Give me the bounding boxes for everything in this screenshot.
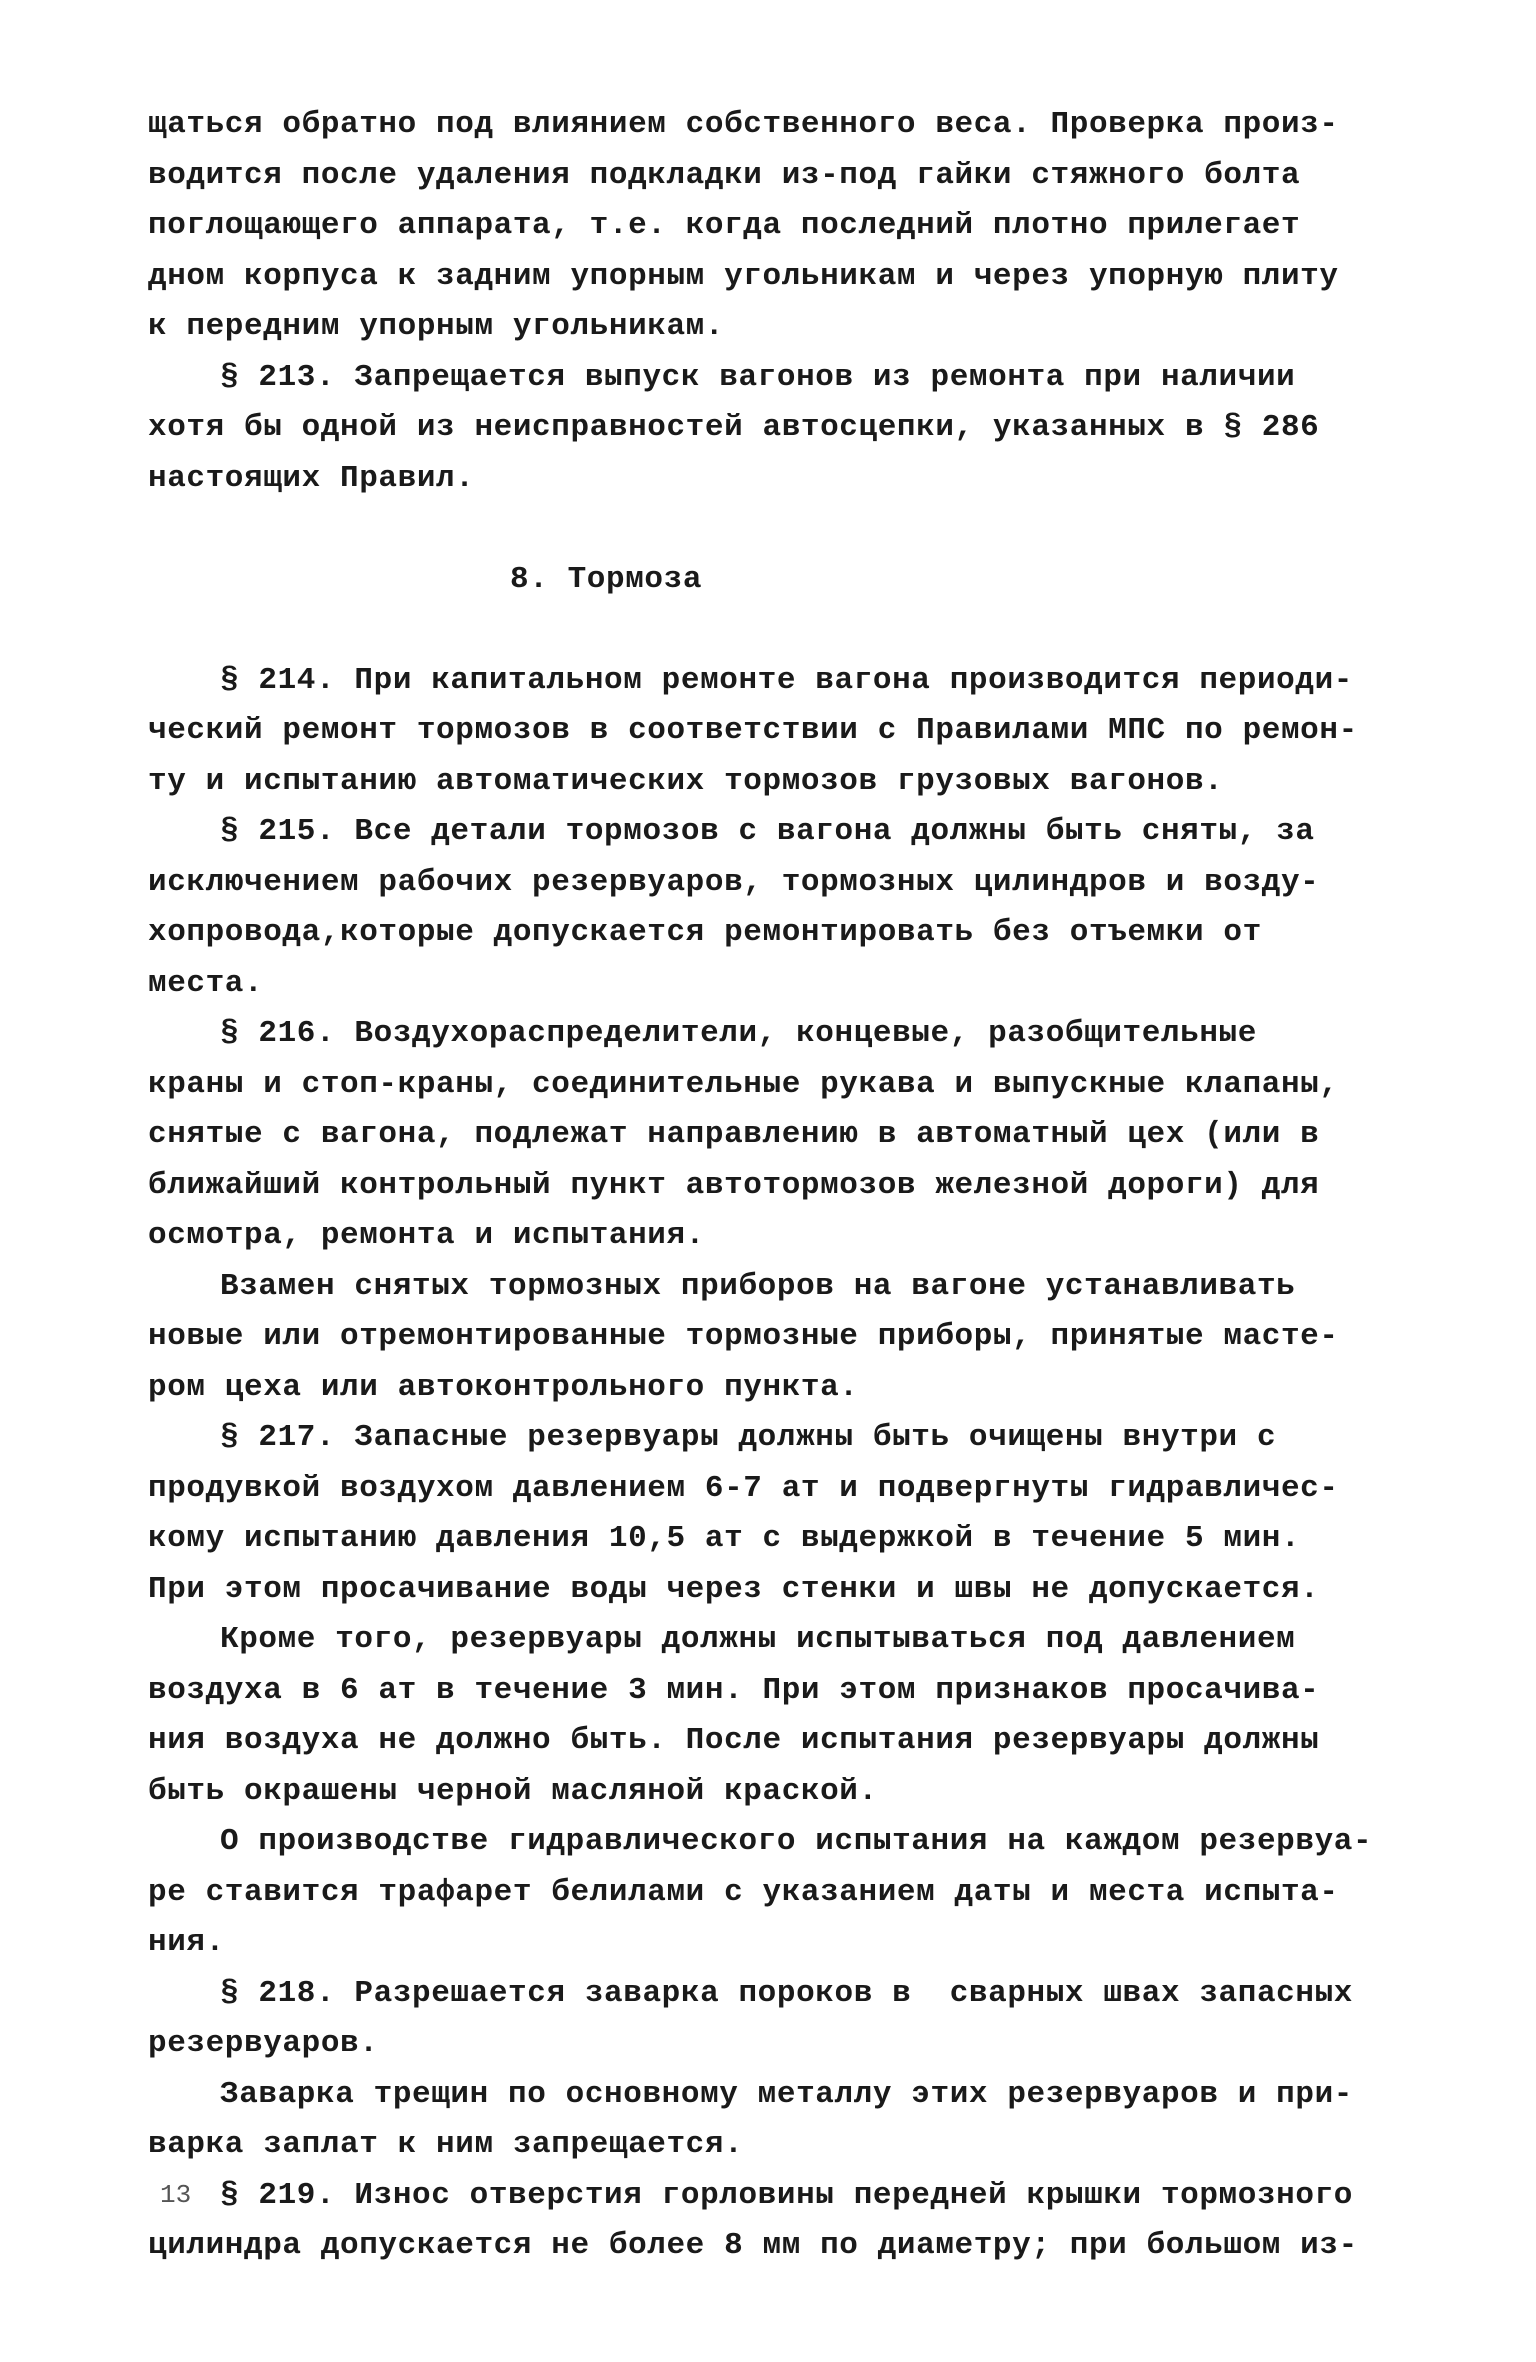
text-line: хотя бы одной из неисправностей автосцепки, указанных в § 286: [148, 410, 1320, 445]
text-line: резервуаров.: [148, 2026, 379, 2061]
text-line: § 214. При капитальном ремонте вагона производится периоди-: [220, 662, 1353, 698]
text-line: к передним упорным угольникам.: [148, 309, 725, 344]
text-line: § 215. Все детали тормозов с вагона должны быть сняты, за: [220, 814, 1315, 849]
text-line: ту и испытанию автоматических тормозов грузовых вагонов.: [148, 763, 1224, 799]
spacer: [148, 605, 1408, 656]
text-line: краны и стоп-краны, соединительные рукава и выпускные клапаны,: [148, 1066, 1339, 1102]
text-block-2: [148, 656, 1408, 2272]
text-line: настоящих Правил.: [148, 460, 475, 496]
text-line: щаться обратно под влиянием собственного веса. Проверка произ-: [148, 107, 1339, 142]
text-line: Заварка трещин по основному металлу этих резервуаров и при-: [220, 2076, 1353, 2112]
text-line: § 218. Разрешается заварка пороков в сварных швах запасных: [220, 1975, 1353, 2011]
text-line: О производстве гидравлического испытания на каждом резервуа-: [220, 1824, 1373, 1859]
text-line: § 216. Воздухораспределители, концевые, разобщительные: [220, 1016, 1257, 1051]
text-line: хопровода,которые допускается ремонтировать без отъемки от: [148, 915, 1262, 950]
text-line: ния.: [148, 1925, 225, 1960]
section-heading: 8. Тормоза: [510, 561, 703, 597]
text-line: ческий ремонт тормозов в соответствии с Правилами МПС по ремон-: [148, 713, 1358, 748]
text-line: ром цеха или автоконтрольного пункта.: [148, 1369, 859, 1405]
text-line: варка заплат к ним запрещается.: [148, 2127, 744, 2162]
text-line: § 219. Износ отверстия горловины передней крышки тормозного: [220, 2177, 1353, 2213]
text-line: осмотра, ремонта и испытания.: [148, 1218, 705, 1253]
text-line: новые или отремонтированные тормозные приборы, принятые масте-: [148, 1319, 1339, 1354]
text-line: водится после удаления подкладки из-под гайки стяжного болта: [148, 157, 1301, 193]
spacer: [148, 504, 1408, 555]
text-line: исключением рабочих резервуаров, тормозных цилиндров и возду-: [148, 864, 1320, 900]
text-line: ближайший контрольный пункт автотормозов железной дороги) для: [148, 1167, 1320, 1203]
text-line: Взамен снятых тормозных приборов на вагоне устанавливать: [220, 1268, 1296, 1304]
text-line: воздуха в 6 ат в течение 3 мин. При этом признаков просачива-: [148, 1672, 1320, 1708]
text-line: ния воздуха не должно быть. После испытания резервуары должны: [148, 1723, 1320, 1758]
text-line: При этом просачивание воды через стенки и швы не допускается.: [148, 1571, 1320, 1607]
text-line: § 217. Запасные резервуары должны быть очищены внутри с: [220, 1420, 1277, 1455]
text-line: Кроме того, резервуары должны испытываться под давлением: [220, 1622, 1296, 1657]
text-line: кому испытанию давления 10,5 ат с выдержкой в течение 5 мин.: [148, 1521, 1301, 1556]
text-line: цилиндра допускается не более 8 мм по диаметру; при большом из-: [148, 2228, 1358, 2263]
text-block-1: [148, 100, 1408, 504]
text-line: поглощающего аппарата, т.е. когда последний плотно прилегает: [148, 208, 1301, 243]
text-line: дном корпуса к задним упорным угольникам и через упорную плиту: [148, 258, 1339, 294]
text-line: быть окрашены черной масляной краской.: [148, 1773, 878, 1809]
page-number: 13: [160, 2180, 192, 2210]
text-line: § 213. Запрещается выпуск вагонов из ремонта при наличии: [220, 359, 1296, 395]
document-page: [148, 100, 1408, 2272]
text-line: снятые с вагона, подлежат направлению в автоматный цех (или в: [148, 1117, 1320, 1152]
text-line: ре ставится трафарет белилами с указанием даты и места испыта-: [148, 1874, 1339, 1910]
text-line: продувкой воздухом давлением 6-7 ат и подвергнуты гидравличес-: [148, 1470, 1339, 1506]
text-line: места.: [148, 965, 264, 1001]
